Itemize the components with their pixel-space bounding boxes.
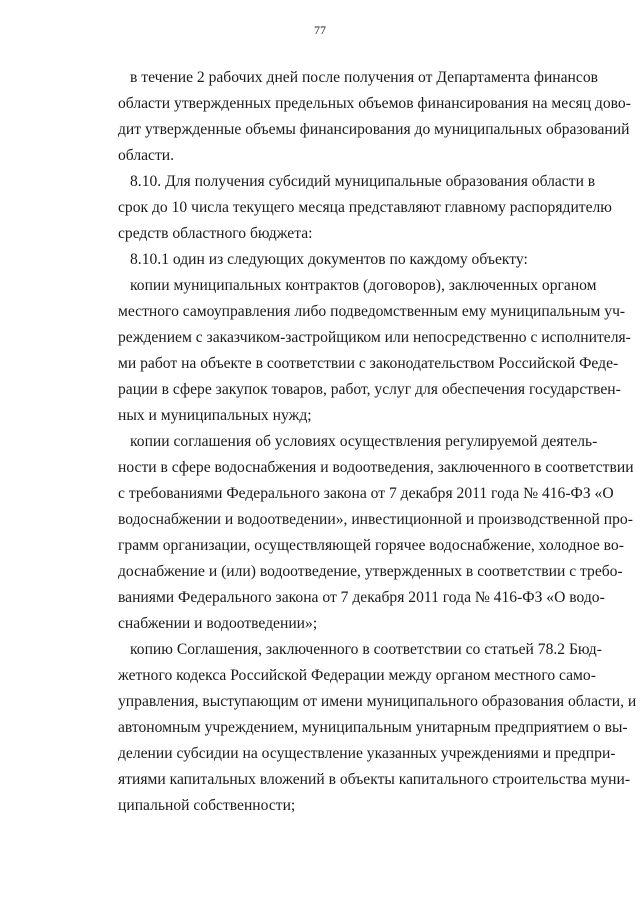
text-line: ных и муниципальных нужд;: [118, 407, 312, 424]
text-line: 8.10. Для получения субсидий муниципальные образования области в: [130, 173, 596, 190]
text-line: области утвержденных предельных объемов финансирования на месяц дово-: [118, 95, 631, 112]
text-line: грамм организации, осуществляющей горячее водоснабжение, холодное во-: [118, 537, 624, 554]
text-line: в течение 2 рабочих дней после получения от Департамента финансов: [130, 69, 598, 86]
page-number: 77: [314, 23, 326, 37]
text-line: копию Соглашения, заключенного в соответствии со статьей 78.2 Бюд-: [130, 641, 602, 658]
text-line: жетного кодекса Российской Федерации между органом местного само-: [118, 667, 596, 684]
text-line: ципальной собственности;: [118, 797, 296, 814]
text-line: области.: [118, 147, 175, 164]
text-line: 8.10.1 один из следующих документов по каждому объекту:: [130, 251, 528, 268]
text-line: доснабжение и (или) водоотведение, утвержденных в соответствии с требо-: [118, 563, 623, 580]
text-line: ваниями Федерального закона от 7 декабря 2011 года № 416-ФЗ «О водо-: [118, 589, 605, 606]
text-line: средств областного бюджета:: [118, 225, 313, 242]
text-line: копии муниципальных контрактов (договоров), заключенных органом: [130, 277, 597, 294]
text-line: автономным учреждением, муниципальным унитарным предприятием о вы-: [118, 719, 628, 736]
text-line: водоснабжении и водоотведении», инвестиционной и производственной про-: [118, 511, 633, 528]
text-line: рации в сфере закупок товаров, работ, услуг для обеспечения государствен-: [118, 381, 621, 398]
text-line: ности в сфере водоснабжения и водоотведения, заключенного в соответствии: [118, 459, 634, 476]
text-line: с требованиями Федерального закона от 7 декабря 2011 года № 416-ФЗ «О: [118, 485, 614, 502]
text-line: ятиями капитальных вложений в объекты капитального строительства муни-: [118, 771, 631, 788]
text-line: снабжении и водоотведении»;: [118, 615, 318, 632]
text-line: реждением с заказчиком-застройщиком или непосредственно с исполнителя-: [118, 329, 631, 346]
text-line: срок до 10 числа текущего месяца представляют главному распорядителю: [118, 199, 612, 216]
text-line: ми работ на объекте в соответствии с законодательством Российской Феде-: [118, 355, 619, 372]
text-line: копии соглашения об условиях осуществления регулируемой деятель-: [130, 433, 598, 450]
text-line: дит утвержденные объемы финансирования до муниципальных образований: [118, 121, 630, 138]
text-line: управления, выступающим от имени муниципального образования области, и: [118, 693, 637, 710]
document-body: [118, 65, 637, 819]
text-line: местного самоуправления либо подведомственным ему муниципальным уч-: [118, 303, 626, 320]
text-line: делении субсидии на осуществление указанных учреждениями и предпри-: [118, 745, 616, 762]
